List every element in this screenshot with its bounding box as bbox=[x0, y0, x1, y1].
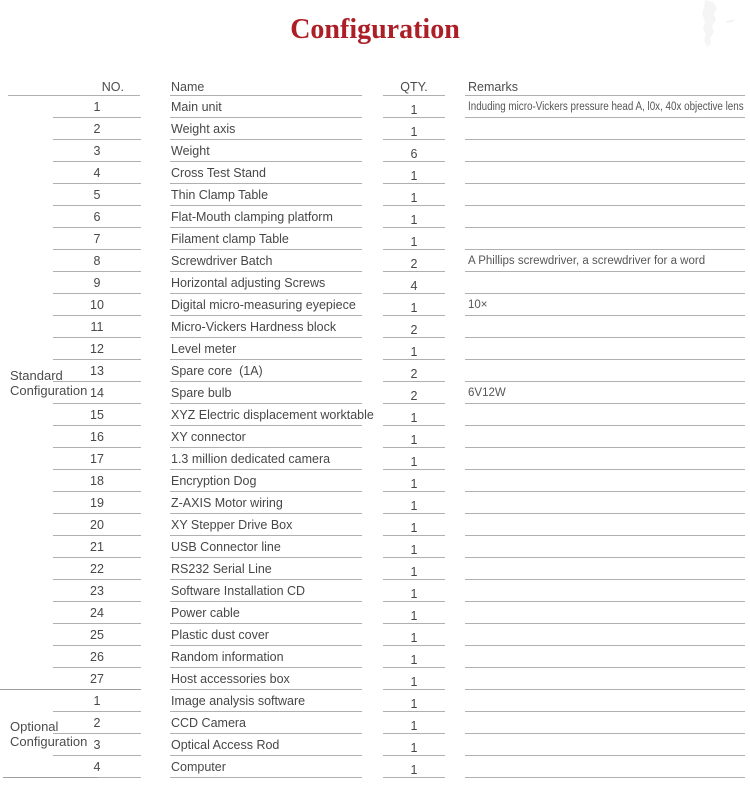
name-cell: Cross Test Stand bbox=[170, 162, 362, 184]
table-row bbox=[0, 162, 750, 184]
row-gap bbox=[445, 448, 465, 470]
name-cell: Horizontal adjusting Screws bbox=[170, 272, 362, 294]
table-row bbox=[0, 514, 750, 536]
remarks-cell bbox=[465, 448, 745, 470]
qty-cell: 1 bbox=[383, 734, 445, 756]
remarks-cell bbox=[465, 360, 745, 382]
row-gap bbox=[0, 96, 53, 118]
name-cell: Spare core (1A) bbox=[170, 360, 362, 382]
row-gap bbox=[445, 250, 465, 272]
qty-cell: 2 bbox=[383, 316, 445, 338]
qty-cell: 1 bbox=[383, 338, 445, 360]
row-gap bbox=[141, 272, 170, 294]
name-cell: Spare bulb bbox=[170, 382, 362, 404]
row-gap bbox=[445, 382, 465, 404]
no-cell: 11 bbox=[53, 316, 141, 338]
row-gap bbox=[362, 690, 383, 712]
table-row bbox=[0, 316, 750, 338]
row-gap bbox=[0, 338, 53, 360]
row-gap bbox=[445, 272, 465, 294]
row-gap bbox=[445, 96, 465, 118]
remarks-text: 6V12W bbox=[468, 387, 506, 399]
no-cell: 5 bbox=[53, 184, 141, 206]
remarks-text: 10× bbox=[468, 299, 488, 311]
section-label-standard: Standard Configuration bbox=[10, 368, 88, 398]
name-cell: Optical Access Rod bbox=[170, 734, 362, 756]
row-gap bbox=[0, 206, 53, 228]
qty-cell: 1 bbox=[383, 514, 445, 536]
table-row bbox=[0, 624, 750, 646]
row-gap bbox=[445, 668, 465, 690]
row-gap bbox=[0, 756, 53, 778]
header-name: Name bbox=[170, 78, 362, 96]
row-gap bbox=[445, 294, 465, 316]
row-gap bbox=[362, 668, 383, 690]
remarks-cell bbox=[465, 492, 745, 514]
row-gap bbox=[362, 118, 383, 140]
table-row bbox=[0, 426, 750, 448]
name-cell: Thin Clamp Table bbox=[170, 184, 362, 206]
remarks-cell bbox=[465, 228, 745, 250]
row-gap bbox=[141, 206, 170, 228]
name-cell: Main unit bbox=[170, 96, 362, 118]
row-gap bbox=[141, 250, 170, 272]
name-cell: Z-AXIS Motor wiring bbox=[170, 492, 362, 514]
table-row bbox=[0, 756, 750, 778]
row-gap bbox=[141, 316, 170, 338]
row-gap bbox=[141, 426, 170, 448]
row-gap bbox=[0, 294, 53, 316]
remarks-cell bbox=[465, 140, 745, 162]
header-qty: QTY. bbox=[383, 78, 445, 96]
row-gap bbox=[445, 206, 465, 228]
qty-cell: 1 bbox=[383, 426, 445, 448]
name-cell: Weight axis bbox=[170, 118, 362, 140]
remarks-cell bbox=[465, 162, 745, 184]
no-cell: 8 bbox=[53, 250, 141, 272]
row-gap bbox=[141, 646, 170, 668]
name-cell: USB Connector line bbox=[170, 536, 362, 558]
remarks-cell bbox=[465, 624, 745, 646]
qty-cell: 1 bbox=[383, 96, 445, 118]
section-divider bbox=[0, 689, 141, 690]
row-gap bbox=[362, 646, 383, 668]
row-gap bbox=[0, 514, 53, 536]
row-gap bbox=[362, 250, 383, 272]
name-cell: RS232 Serial Line bbox=[170, 558, 362, 580]
remarks-cell bbox=[465, 316, 745, 338]
row-gap bbox=[362, 228, 383, 250]
row-gap bbox=[0, 668, 53, 690]
header-gap bbox=[362, 78, 383, 96]
table-row bbox=[0, 580, 750, 602]
row-gap bbox=[0, 404, 53, 426]
remarks-cell bbox=[465, 294, 745, 316]
row-gap bbox=[141, 712, 170, 734]
name-cell: Computer bbox=[170, 756, 362, 778]
row-gap bbox=[445, 118, 465, 140]
name-cell: Filament clamp Table bbox=[170, 228, 362, 250]
name-cell: XYZ Electric displacement worktable bbox=[170, 404, 362, 426]
no-cell: 21 bbox=[53, 536, 141, 558]
qty-cell: 1 bbox=[383, 184, 445, 206]
qty-cell: 2 bbox=[383, 250, 445, 272]
map-watermark-icon bbox=[683, 0, 743, 55]
row-gap bbox=[141, 140, 170, 162]
row-gap bbox=[445, 624, 465, 646]
no-cell: 2 bbox=[53, 118, 141, 140]
row-gap bbox=[362, 580, 383, 602]
row-gap bbox=[0, 580, 53, 602]
section-divider bbox=[3, 777, 98, 778]
row-gap bbox=[0, 118, 53, 140]
configuration-table bbox=[0, 78, 750, 778]
header-no: NO. bbox=[8, 78, 140, 96]
row-gap bbox=[445, 404, 465, 426]
name-cell: Flat-Mouth clamping platform bbox=[170, 206, 362, 228]
table-header-row bbox=[8, 78, 750, 96]
name-cell: Power cable bbox=[170, 602, 362, 624]
row-gap bbox=[141, 448, 170, 470]
row-gap bbox=[141, 184, 170, 206]
table-row bbox=[0, 118, 750, 140]
row-gap bbox=[362, 140, 383, 162]
table-row bbox=[0, 668, 750, 690]
row-gap bbox=[0, 470, 53, 492]
remarks-cell bbox=[465, 118, 745, 140]
qty-cell: 1 bbox=[383, 228, 445, 250]
row-gap bbox=[445, 184, 465, 206]
row-gap bbox=[141, 602, 170, 624]
table-row bbox=[0, 140, 750, 162]
row-gap bbox=[445, 756, 465, 778]
remarks-cell bbox=[465, 602, 745, 624]
row-gap bbox=[445, 140, 465, 162]
row-gap bbox=[445, 558, 465, 580]
table-body bbox=[0, 96, 750, 778]
no-cell: 19 bbox=[53, 492, 141, 514]
table-row bbox=[0, 272, 750, 294]
row-gap bbox=[141, 492, 170, 514]
name-cell: XY connector bbox=[170, 426, 362, 448]
remarks-cell bbox=[465, 426, 745, 448]
qty-cell: 2 bbox=[383, 360, 445, 382]
table-row bbox=[0, 206, 750, 228]
remarks-cell bbox=[465, 712, 745, 734]
table-row bbox=[0, 558, 750, 580]
row-gap bbox=[445, 646, 465, 668]
row-gap bbox=[362, 382, 383, 404]
no-cell: 10 bbox=[53, 294, 141, 316]
row-gap bbox=[141, 580, 170, 602]
qty-cell: 1 bbox=[383, 492, 445, 514]
remarks-cell bbox=[465, 338, 745, 360]
row-gap bbox=[445, 316, 465, 338]
row-gap bbox=[0, 228, 53, 250]
section-label-optional: Optional Configuration bbox=[10, 719, 88, 749]
row-gap bbox=[362, 558, 383, 580]
remarks-cell bbox=[465, 382, 745, 404]
qty-cell: 1 bbox=[383, 118, 445, 140]
name-cell: Random information bbox=[170, 646, 362, 668]
no-cell: 9 bbox=[53, 272, 141, 294]
qty-cell: 1 bbox=[383, 602, 445, 624]
qty-cell: 1 bbox=[383, 294, 445, 316]
name-cell: Plastic dust cover bbox=[170, 624, 362, 646]
row-gap bbox=[141, 514, 170, 536]
row-gap bbox=[362, 536, 383, 558]
no-cell: 6 bbox=[53, 206, 141, 228]
qty-cell: 1 bbox=[383, 206, 445, 228]
name-cell: Encryption Dog bbox=[170, 470, 362, 492]
row-gap bbox=[362, 404, 383, 426]
row-gap bbox=[141, 690, 170, 712]
row-gap bbox=[0, 426, 53, 448]
row-gap bbox=[445, 734, 465, 756]
qty-cell: 1 bbox=[383, 580, 445, 602]
row-gap bbox=[0, 558, 53, 580]
no-cell: 24 bbox=[53, 602, 141, 624]
remarks-cell bbox=[465, 272, 745, 294]
row-gap bbox=[362, 448, 383, 470]
remarks-cell bbox=[465, 206, 745, 228]
remarks-cell bbox=[465, 250, 745, 272]
row-gap bbox=[445, 470, 465, 492]
remarks-cell bbox=[465, 404, 745, 426]
no-cell: 3 bbox=[53, 734, 141, 756]
row-gap bbox=[0, 646, 53, 668]
table-row bbox=[0, 690, 750, 712]
remarks-cell bbox=[465, 690, 745, 712]
name-cell: 1.3 million dedicated camera bbox=[170, 448, 362, 470]
row-gap bbox=[362, 338, 383, 360]
remarks-cell bbox=[465, 646, 745, 668]
header-gap bbox=[445, 78, 465, 96]
header-remarks: Remarks bbox=[465, 78, 745, 96]
row-gap bbox=[362, 360, 383, 382]
remarks-cell bbox=[465, 580, 745, 602]
qty-cell: 1 bbox=[383, 690, 445, 712]
name-cell: CCD Camera bbox=[170, 712, 362, 734]
row-gap bbox=[445, 580, 465, 602]
page-title: Configuration bbox=[290, 14, 460, 45]
row-gap bbox=[445, 690, 465, 712]
row-gap bbox=[0, 272, 53, 294]
table-row bbox=[0, 448, 750, 470]
row-gap bbox=[445, 426, 465, 448]
remarks-cell bbox=[465, 756, 745, 778]
row-gap bbox=[362, 162, 383, 184]
qty-cell: 1 bbox=[383, 558, 445, 580]
header-gap bbox=[140, 78, 170, 96]
table-row bbox=[0, 294, 750, 316]
table-row bbox=[0, 96, 750, 118]
remarks-text: A Phillips screwdriver, a screwdriver for a word bbox=[468, 255, 706, 267]
row-gap bbox=[362, 624, 383, 646]
qty-cell: 2 bbox=[383, 382, 445, 404]
row-gap bbox=[445, 712, 465, 734]
row-gap bbox=[0, 250, 53, 272]
row-gap bbox=[445, 360, 465, 382]
table-row bbox=[0, 184, 750, 206]
no-cell: 20 bbox=[53, 514, 141, 536]
row-gap bbox=[0, 316, 53, 338]
row-gap bbox=[362, 734, 383, 756]
row-gap bbox=[0, 162, 53, 184]
no-cell: 2 bbox=[53, 712, 141, 734]
no-cell: 22 bbox=[53, 558, 141, 580]
row-gap bbox=[362, 184, 383, 206]
no-cell: 18 bbox=[53, 470, 141, 492]
row-gap bbox=[141, 624, 170, 646]
no-cell: 15 bbox=[53, 404, 141, 426]
no-cell: 1 bbox=[53, 96, 141, 118]
no-cell: 13 bbox=[53, 360, 141, 382]
qty-cell: 1 bbox=[383, 712, 445, 734]
row-gap bbox=[0, 492, 53, 514]
qty-cell: 4 bbox=[383, 272, 445, 294]
name-cell: XY Stepper Drive Box bbox=[170, 514, 362, 536]
row-gap bbox=[362, 294, 383, 316]
row-gap bbox=[141, 404, 170, 426]
row-gap bbox=[141, 162, 170, 184]
row-gap bbox=[362, 756, 383, 778]
name-cell: Level meter bbox=[170, 338, 362, 360]
row-gap bbox=[141, 118, 170, 140]
row-gap bbox=[0, 690, 53, 712]
table-row bbox=[0, 492, 750, 514]
name-cell: Micro-Vickers Hardness block bbox=[170, 316, 362, 338]
row-gap bbox=[141, 228, 170, 250]
row-gap bbox=[362, 316, 383, 338]
row-gap bbox=[0, 602, 53, 624]
row-gap bbox=[141, 294, 170, 316]
table-row bbox=[0, 228, 750, 250]
remarks-cell bbox=[465, 558, 745, 580]
row-gap bbox=[445, 602, 465, 624]
row-gap bbox=[141, 536, 170, 558]
name-cell: Software Installation CD bbox=[170, 580, 362, 602]
row-gap bbox=[362, 514, 383, 536]
row-gap bbox=[141, 338, 170, 360]
row-gap bbox=[141, 756, 170, 778]
remarks-text: Induding micro-Vickers pressure head A, l0x, 40x objective lens bbox=[468, 101, 744, 113]
name-cell: Screwdriver Batch bbox=[170, 250, 362, 272]
row-gap bbox=[0, 140, 53, 162]
no-cell: 4 bbox=[53, 162, 141, 184]
remarks-cell bbox=[465, 470, 745, 492]
row-gap bbox=[445, 338, 465, 360]
table-row bbox=[0, 338, 750, 360]
row-gap bbox=[362, 206, 383, 228]
qty-cell: 1 bbox=[383, 448, 445, 470]
remarks-cell bbox=[465, 536, 745, 558]
no-cell: 14 bbox=[53, 382, 141, 404]
no-cell: 25 bbox=[53, 624, 141, 646]
no-cell: 17 bbox=[53, 448, 141, 470]
qty-cell: 1 bbox=[383, 470, 445, 492]
row-gap bbox=[141, 668, 170, 690]
qty-cell: 1 bbox=[383, 162, 445, 184]
no-cell: 4 bbox=[53, 756, 141, 778]
qty-cell: 1 bbox=[383, 668, 445, 690]
row-gap bbox=[445, 492, 465, 514]
row-gap bbox=[141, 470, 170, 492]
row-gap bbox=[445, 536, 465, 558]
row-gap bbox=[0, 448, 53, 470]
no-cell: 1 bbox=[53, 690, 141, 712]
qty-cell: 6 bbox=[383, 140, 445, 162]
no-cell: 7 bbox=[53, 228, 141, 250]
row-gap bbox=[141, 96, 170, 118]
row-gap bbox=[445, 228, 465, 250]
table-row bbox=[0, 602, 750, 624]
row-gap bbox=[141, 360, 170, 382]
qty-cell: 1 bbox=[383, 536, 445, 558]
remarks-cell bbox=[465, 668, 745, 690]
row-gap bbox=[362, 470, 383, 492]
qty-cell: 1 bbox=[383, 624, 445, 646]
no-cell: 27 bbox=[53, 668, 141, 690]
row-gap bbox=[0, 184, 53, 206]
no-cell: 23 bbox=[53, 580, 141, 602]
table-row bbox=[0, 470, 750, 492]
remarks-cell bbox=[465, 514, 745, 536]
row-gap bbox=[362, 426, 383, 448]
qty-cell: 1 bbox=[383, 756, 445, 778]
table-row bbox=[0, 250, 750, 272]
row-gap bbox=[362, 602, 383, 624]
remarks-cell bbox=[465, 734, 745, 756]
row-gap bbox=[362, 492, 383, 514]
no-cell: 12 bbox=[53, 338, 141, 360]
row-gap bbox=[141, 382, 170, 404]
row-gap bbox=[0, 624, 53, 646]
qty-cell: 1 bbox=[383, 646, 445, 668]
table-row bbox=[0, 404, 750, 426]
remarks-cell bbox=[465, 96, 745, 118]
row-gap bbox=[141, 558, 170, 580]
row-gap bbox=[362, 96, 383, 118]
no-cell: 16 bbox=[53, 426, 141, 448]
remarks-cell bbox=[465, 184, 745, 206]
row-gap bbox=[362, 712, 383, 734]
row-gap bbox=[141, 734, 170, 756]
row-gap bbox=[0, 536, 53, 558]
table-row bbox=[0, 646, 750, 668]
qty-cell: 1 bbox=[383, 404, 445, 426]
name-cell: Host accessories box bbox=[170, 668, 362, 690]
name-cell: Digital micro-measuring eyepiece bbox=[170, 294, 362, 316]
no-cell: 26 bbox=[53, 646, 141, 668]
row-gap bbox=[362, 272, 383, 294]
row-gap bbox=[445, 514, 465, 536]
row-gap bbox=[445, 162, 465, 184]
table-row bbox=[0, 536, 750, 558]
name-cell: Weight bbox=[170, 140, 362, 162]
no-cell: 3 bbox=[53, 140, 141, 162]
name-cell: Image analysis software bbox=[170, 690, 362, 712]
